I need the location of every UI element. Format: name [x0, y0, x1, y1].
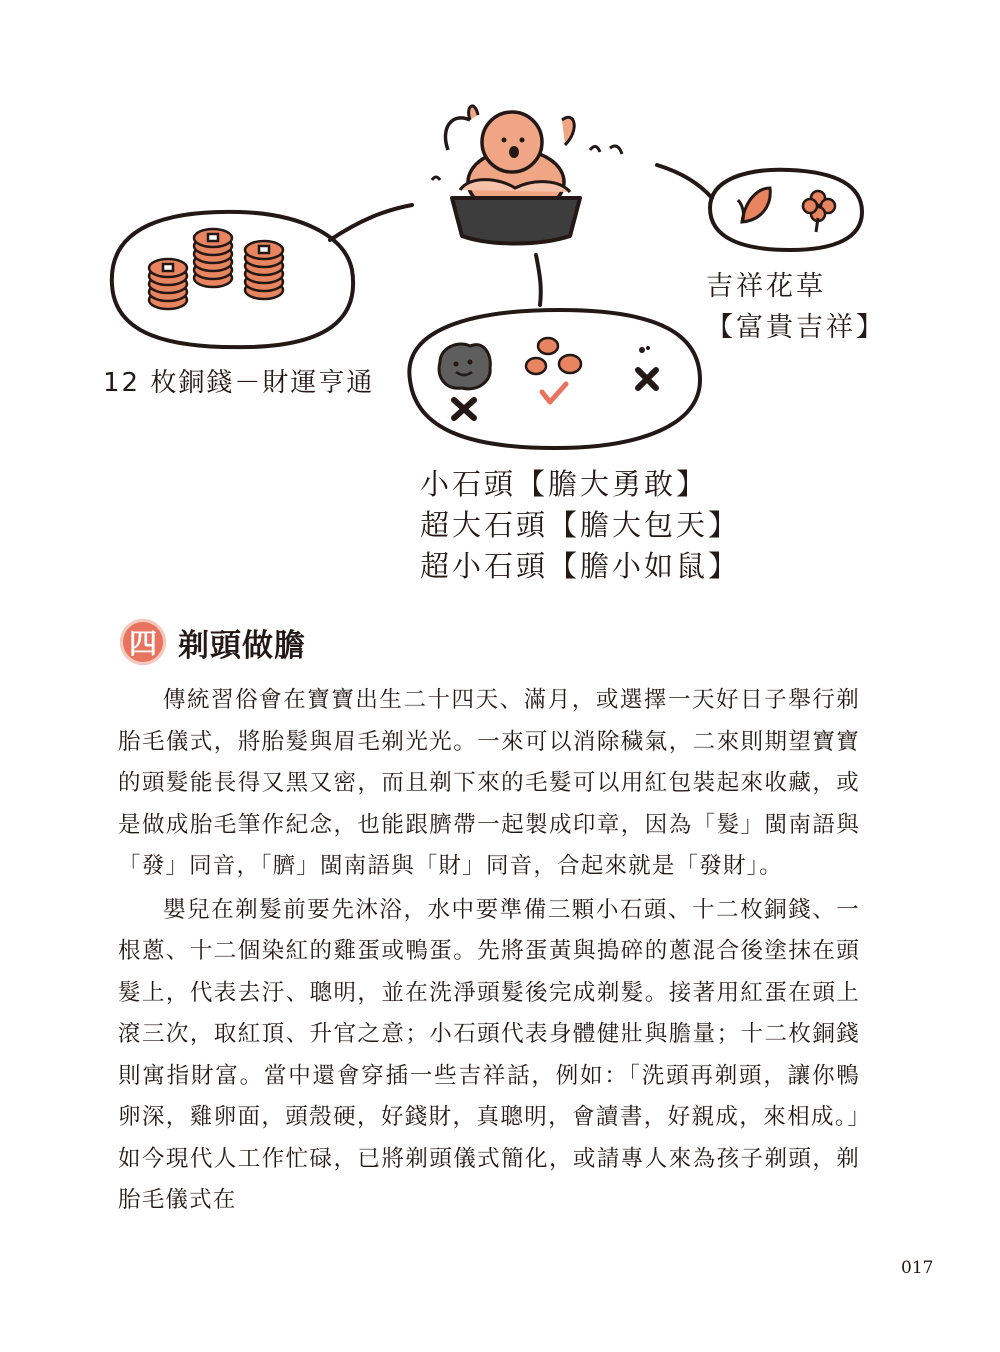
flower-caption-line: 吉祥花草: [706, 271, 826, 302]
section-title: 剃頭做膽: [178, 627, 306, 664]
section-heading: [120, 618, 306, 666]
stones-bubble: [409, 310, 700, 448]
baby-bathing-icon: [432, 106, 622, 244]
stones-caption-line: 超小石頭【膽小如鼠】: [420, 549, 741, 583]
flower-caption-line: 【富貴吉祥】: [706, 312, 886, 343]
body-text: [118, 680, 860, 1224]
small-stones-icon: [526, 338, 581, 374]
paragraph: 嬰兒在剃髮前要先沐浴，水中要準備三顆小石頭、十二枚銅錢、一根蔥、十二個染紅的雞蛋或鴨蛋。先將蛋黃與搗碎的蔥混合後塗抹在頭髮上，代表去汙、聰明，並在洗淨頭髮後完成剃髮。接著用紅蛋在頭上滾三次，取紅頂、升官之意；小石頭代表身體健壯與膽量；十二枚銅錢則寓指財富。當中還會穿插一些吉祥話，例如：「洗頭再剃頭，讓你鴨卵深，雞卵面，頭殼硬，好錢財，真聰明，會讀書，好親成，來相成。」如今現代人工作忙碌，已將剃頭儀式簡化，或請專人來為孩子剃頭，剃胎毛儀式在: [118, 896, 860, 1213]
cross-mark-icon: [454, 400, 474, 418]
flower-caption: [706, 266, 886, 348]
smiling-stone-icon: [439, 344, 490, 389]
flower-bubble: [710, 170, 862, 250]
cross-mark-icon: [638, 370, 656, 388]
flower-icon: [803, 191, 835, 232]
page-number: 017: [901, 1258, 934, 1278]
coins-bubble: [112, 212, 353, 347]
leaf-icon: [738, 188, 770, 222]
stones-caption-line: 超大石頭【膽大包天】: [420, 508, 741, 542]
paragraph: 傳統習俗會在寶寶出生二十四天、滿月，或選擇一天好日子舉行剃胎毛儀式，將胎髮與眉毛剃光光。一來可以消除穢氣，二來則期望寶寶的頭髮能長得又黑又密，而且剃下來的毛髮可以用紅包裝起來收藏，或是做成胎毛筆作紀念，也能跟臍帶一起製成印章，因為「髮」閩南語與「發」同音，「臍」閩南語與「財」同音，合起來就是「發財」。: [118, 687, 860, 879]
section-number-badge: 四: [120, 619, 166, 665]
coins-caption: 12 枚銅錢－財運亨通: [103, 368, 375, 398]
check-mark-icon: [542, 384, 566, 402]
stones-caption-line: 小石頭【膽大勇敢】: [420, 467, 709, 501]
stones-caption: [420, 464, 740, 587]
coin-stack-icon: [149, 229, 283, 309]
